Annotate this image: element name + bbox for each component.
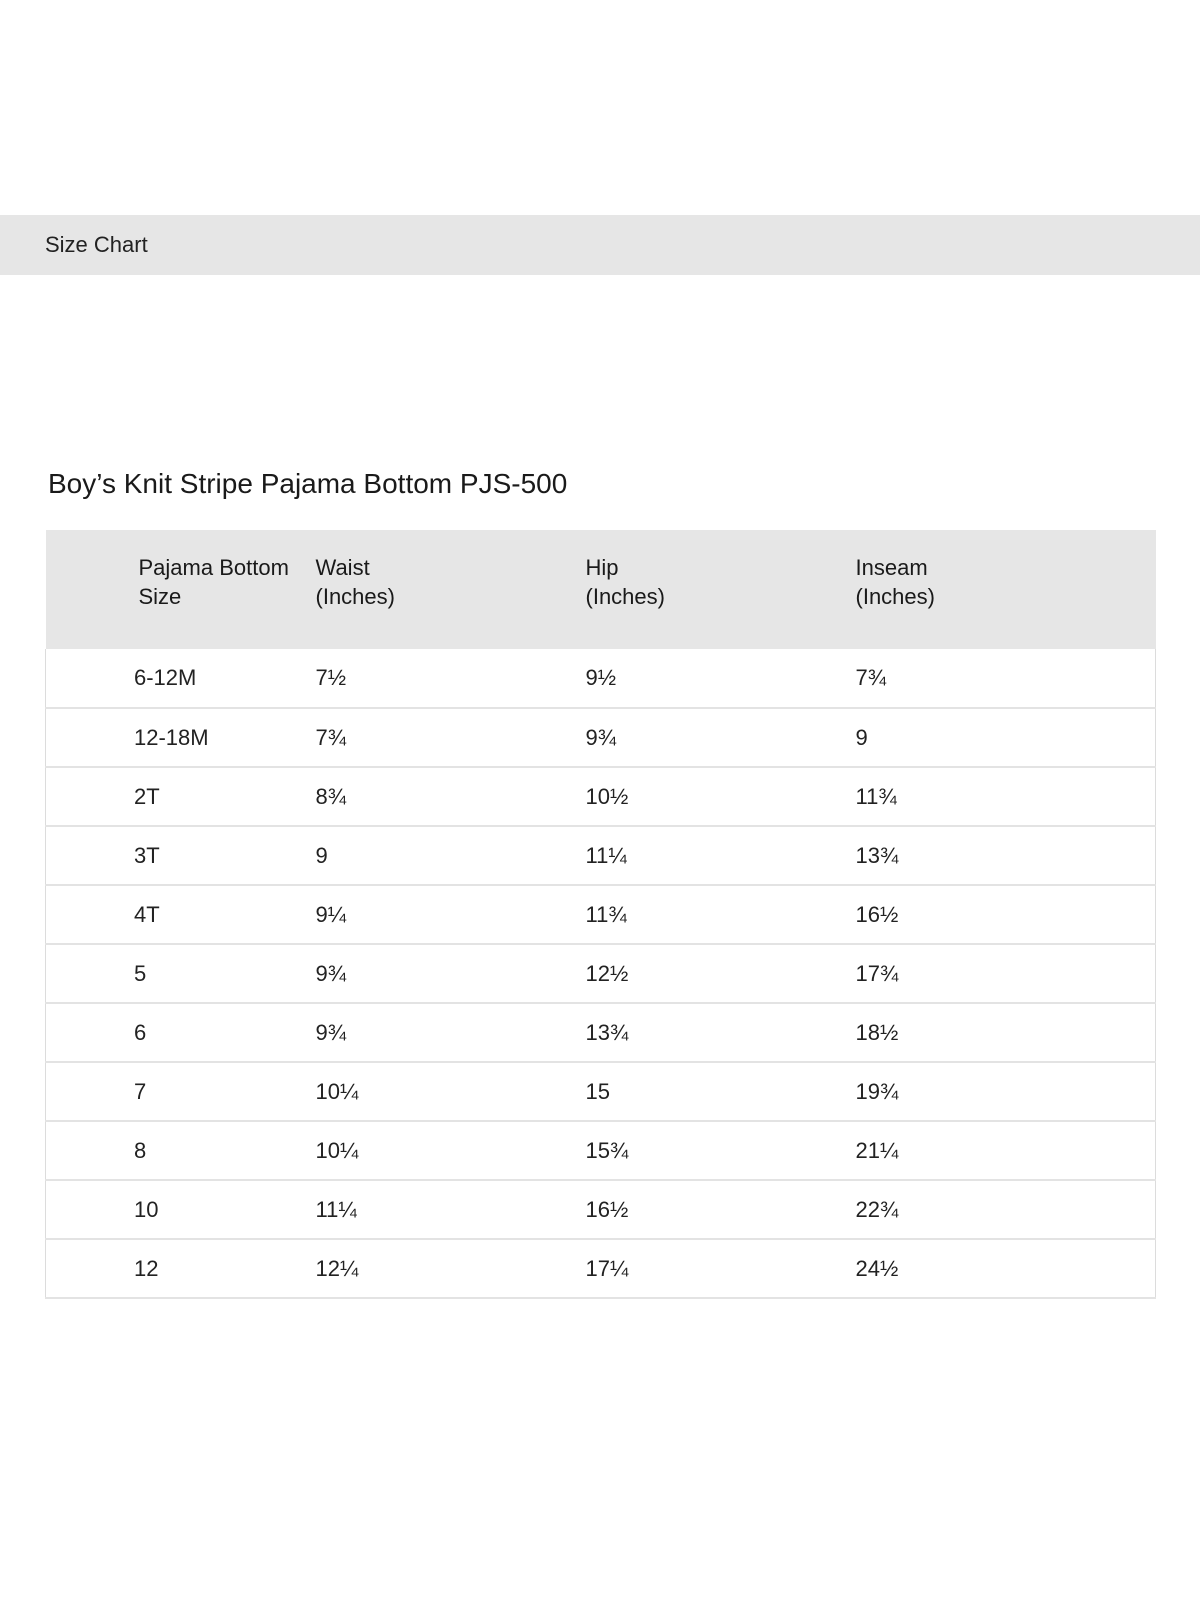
cell-waist: 7¾	[315, 724, 347, 750]
cell-inseam: 22¾	[855, 1196, 899, 1222]
size-chart-header	[0, 215, 1200, 275]
table-row	[46, 1239, 1156, 1298]
column-header-inseam	[856, 530, 1156, 649]
cell-inseam: 11¾	[855, 783, 897, 809]
cell-waist: 11¼	[315, 1196, 357, 1222]
cell-waist: 9	[315, 842, 328, 868]
table-row	[46, 885, 1156, 944]
cell-inseam: 9	[855, 724, 868, 750]
cell-hip: 15¾	[585, 1137, 629, 1163]
table-row	[46, 767, 1156, 826]
cell-inseam: 7¾	[855, 665, 887, 690]
cell-waist: 9¾	[315, 1019, 347, 1045]
cell-size: 4T	[134, 901, 160, 927]
cell-inseam: 21¼	[855, 1137, 899, 1163]
cell-waist: 7½	[315, 665, 347, 690]
cell-waist: 10¼	[315, 1137, 359, 1163]
cell-inseam: 19¾	[855, 1078, 899, 1104]
cell-size: 3T	[134, 842, 160, 868]
cell-inseam: 18½	[855, 1019, 899, 1045]
column-header-size	[46, 530, 316, 649]
table-row	[46, 1121, 1156, 1180]
cell-hip: 13¾	[585, 1019, 629, 1045]
cell-hip: 11¾	[585, 901, 627, 927]
cell-inseam: 13¾	[855, 842, 899, 868]
table-row	[46, 944, 1156, 1003]
cell-size: 7	[134, 1078, 147, 1104]
table-row	[46, 1180, 1156, 1239]
column-header-waist	[316, 530, 586, 649]
table-header	[46, 530, 1156, 649]
column-header-line2: (Inches)	[855, 584, 935, 609]
table-body	[46, 649, 1156, 1298]
column-header-line1: Pajama Bottom	[138, 555, 289, 580]
cell-hip: 9¾	[585, 724, 617, 750]
cell-waist: 9¾	[315, 960, 347, 986]
table-header-row	[46, 530, 1156, 649]
size-table	[45, 530, 1156, 1299]
product-title: Boy’s Knit Stripe Pajama Bottom PJS-500	[48, 468, 568, 499]
cell-size: 8	[134, 1137, 147, 1163]
cell-inseam: 24½	[855, 1255, 899, 1281]
column-header-line2: (Inches)	[585, 584, 665, 609]
cell-hip: 10½	[585, 783, 629, 809]
cell-size: 6-12M	[134, 665, 197, 690]
cell-waist: 8¾	[315, 783, 347, 809]
cell-inseam: 16½	[855, 901, 899, 927]
table-row	[46, 708, 1156, 767]
cell-hip: 11¼	[585, 842, 627, 868]
cell-size: 6	[134, 1019, 147, 1045]
table-row	[46, 1003, 1156, 1062]
table-row	[46, 1062, 1156, 1121]
cell-hip: 9½	[585, 665, 617, 690]
table-row	[46, 826, 1156, 885]
cell-size: 2T	[134, 783, 160, 809]
cell-hip: 12½	[585, 960, 629, 986]
column-header-line1: Waist	[315, 555, 370, 580]
column-header-line1: Hip	[585, 555, 619, 580]
cell-size: 5	[134, 960, 147, 986]
column-header-line2: Size	[138, 584, 182, 609]
cell-size: 10	[134, 1196, 159, 1222]
column-header-line1: Inseam	[855, 555, 928, 580]
column-header-hip	[586, 530, 856, 649]
cell-size: 12	[134, 1255, 159, 1281]
cell-waist: 12¼	[315, 1255, 359, 1281]
cell-waist: 10¼	[315, 1078, 359, 1104]
cell-hip: 15	[585, 1078, 610, 1104]
cell-size: 12-18M	[134, 724, 209, 750]
header-title: Size Chart	[45, 232, 148, 257]
column-header-line2: (Inches)	[315, 584, 395, 609]
table-row	[46, 649, 1156, 708]
cell-hip: 17¼	[585, 1255, 629, 1281]
cell-hip: 16½	[585, 1196, 629, 1222]
cell-inseam: 17¾	[855, 960, 899, 986]
cell-waist: 9¼	[315, 901, 347, 927]
